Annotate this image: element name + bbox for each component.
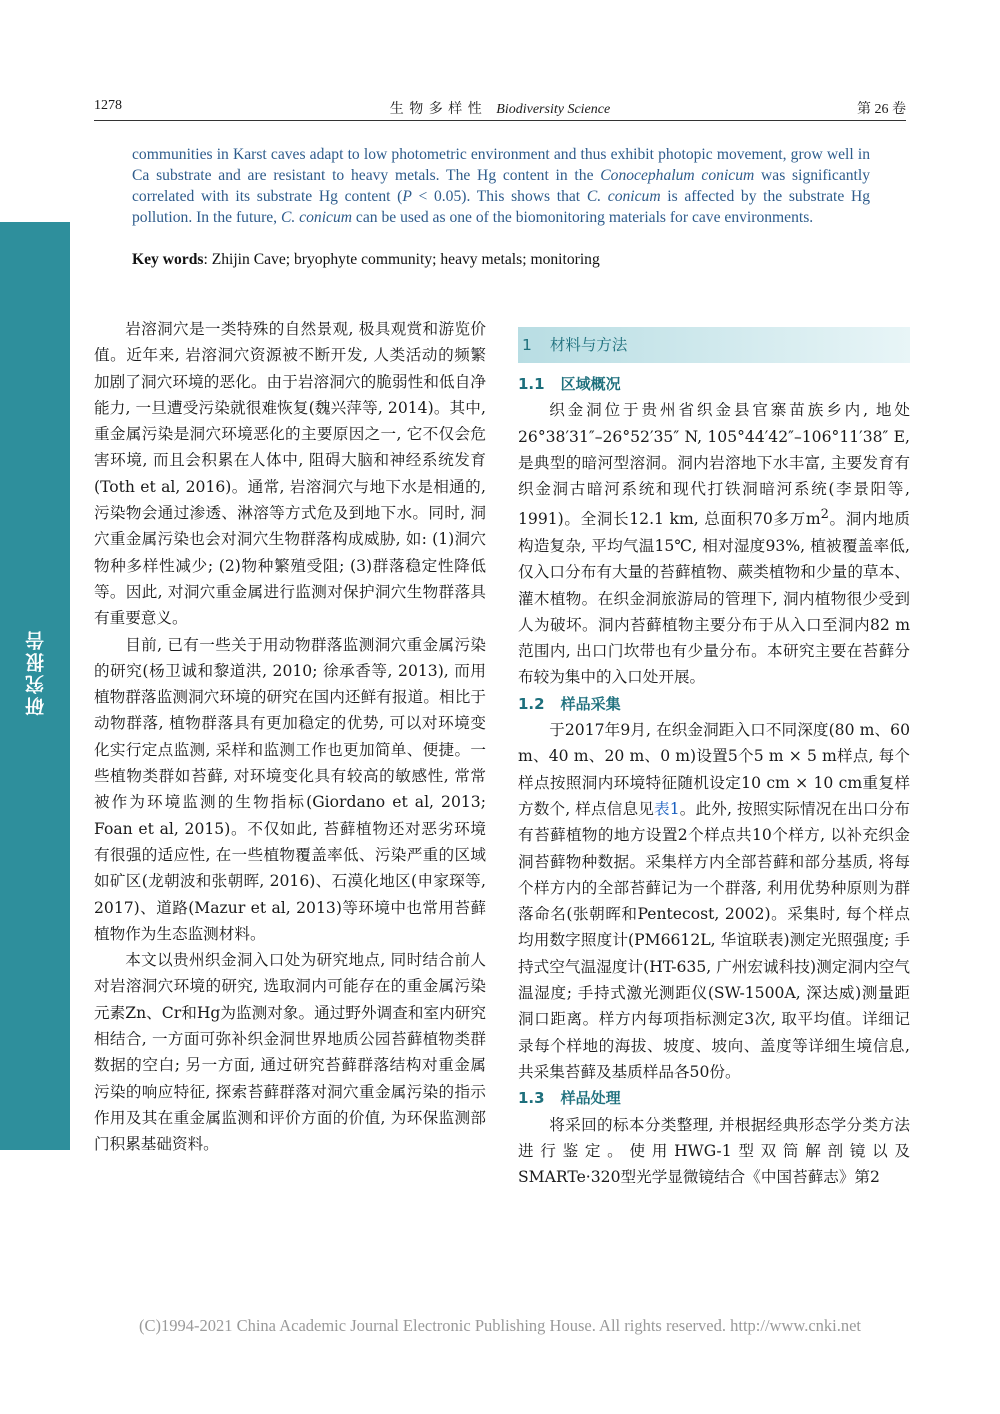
journal-title-cn: 生 物 多 样 性 [389,102,483,117]
subsection-title: 区域概况 [560,375,621,393]
paragraph-text: 。洞内地质构造复杂, 平均气温15℃, 相对湿度93%, 植被覆盖率低, 仅入口分布有大量的苔藓植物、蕨类植物和少量的草本、灌木植物。在织金洞旅游局的管理下, 洞内植物很少受到人为破坏。洞内苔藓植物主要分布于从入口至洞内82 m范围内, 出口门坎带也有少量分布。本研究主要在苔藓分布较为集中的入口处开展。 [518,510,910,687]
abstract-seg-7: C. conicum [280,209,353,226]
abstract-seg-6: is affected by the substrate Hg pollution. In the future, [132,188,871,226]
journal-title-en: Biodiversity Science [496,102,611,117]
running-header [94,96,906,121]
abstract-seg-8: can be used as one of the biomonitoring materials for cave environments. [352,209,814,226]
subsection-title: 样品采集 [560,694,621,713]
abstract-text [132,144,870,228]
paragraph-text: 织金洞位于贵州省织金县官寨苗族乡内, 地处26°38′31″–26°52′35″ N, 105°44′42″–106°11′38″ E, 是典型的暗河型溶洞。洞内岩溶地下水丰富, 主要发育有织金洞古暗河系统和现代打铁洞暗河系统(李景阳等, 1991)。全洞长12.1 km, 总面积70多万m [518,401,910,529]
paragraph-text: 于2017年9月, 在织金洞距入口不同深度(80 m、60 m、40 m、20 m、0 m)设置5个5 m × 5 m样点, 每个样点按照洞内环境特征随机设定10 cm × 10 cm重复样方数个, 样点信息见 [518,721,910,818]
subsection-heading-1-2 [518,691,910,717]
keywords-text: : Zhijin Cave; bryophyte community; heavy metals; monitoring [203,251,600,268]
abstract-seg-3: P [402,188,412,205]
right-column [518,316,910,1190]
body-paragraph [518,397,910,690]
abstract-seg-4: < 0.05). This shows that [411,188,587,205]
keywords [132,249,870,270]
body-paragraph [518,717,910,1085]
abstract-seg-1: Conocephalum conicum [600,167,755,184]
body-paragraph: 将采回的标本分类整理, 并根据经典形态学分类方法进行鉴定。使用HWG-1型双筒解剖镜以及SMARTe·320型光学显微镜结合《中国苔藓志》第2 [518,1115,910,1187]
body-paragraph: 本文以贵州织金洞入口处为研究地点, 同时结合前人对岩溶洞穴环境的研究, 选取洞内可能存在的重金属污染元素Zn、Cr和Hg为监测对象。通过野外调查和室内研究相结合, 一方面可弥补织金洞世界地质公园苔藓植物类群数据的空白; 另一方面, 通过研究苔藓群落结构对重金属污染的响应特征, 探索苔藓群落对洞穴重金属污染的指示作用及其在重金属监测和评价方面的价值, 为环保监测部门积累基础资料。 [94,951,486,1154]
abstract-seg-2: was significantly correlated with its substrate Hg content ( [132,167,870,205]
table-1-link[interactable]: 表1 [653,799,680,818]
abstract-seg-5: C. conicum [586,188,661,205]
section-heading [518,327,910,363]
paragraph-text: 。此外, 按照实际情况在出口分布有苔藓植物的地方设置2个样点共10个样方, 以补充织金洞苔藓物种数据。采集样方内全部苔藓和部分基质, 将每个样方内的全部苔藓记为一个群落, 利用优势种原则为群落命名(张朝晖和Pentecost, 2002)。采集时, 每个样点均用数字照度计(PM6612L, 华谊联表)测定光照强度; 手持式空气温湿度计(HT-635, 广州宏诚科技)测定洞内空气温湿度; 手持式激光测距仪(SW-1500A, 深达威)测量距洞口距离。样方内每项指标测定3次, 取平均值。详细记录每个样地的海拔、坡度、坡向、盖度等详细生境信息, 共采集苔藓及基质样品各50份。 [518,799,910,1081]
section-number: 1 [522,336,532,354]
abstract-seg-0: communities in Karst caves adapt to low photometric environment and thus exhibit photopic movement, grow well in Ca substrate and are resistant to heavy metals. The Hg content in the [132,146,870,184]
volume-label: 第 26 卷 [857,102,906,117]
subsection-heading-1-3 [518,1085,910,1111]
subsection-number: 1.3 [518,1089,545,1108]
page-number: 1278 [94,98,122,113]
copyright-footer: (C)1994-2021 China Academic Journal Electronic Publishing House. All rights reserved. http://www.cnki.net [138,1316,862,1335]
section-title: 材料与方法 [549,336,628,354]
subsection-heading-1-1 [518,371,910,397]
journal-title [94,98,906,118]
keywords-label: Key words [132,251,204,268]
subsection-number: 1.1 [518,375,545,393]
left-column [94,316,486,1158]
subsection-number: 1.2 [518,694,545,713]
body-paragraph: 岩溶洞穴是一类特殊的自然景观, 极具观赏和游览价值。近年来, 岩溶洞穴资源被不断开发, 人类活动的频繁加剧了洞穴环境的恶化。由于岩溶洞穴的脆弱性和低自净能力, 一旦遭受污染就很难恢复(魏兴萍等, 2014)。其中, 重金属污染是洞穴环境恶化的主要原因之一, 它不仅会危害环境, 而且会积累在人体中, 阻碍大脑和神经系统发育(Toth et al, 2016)。通常, 岩溶洞穴与地下水是相通的, 污染物会通过渗透、淋溶等方式危及到地下水。同时, 洞穴重金属污染也会对洞穴生物群落构成威胁, 如: (1)洞穴物种多样性减少; (2)物种繁殖受阻; (3)群落稳定性降低等。因此, 对洞穴重金属进行监测对保护洞穴生物群落具有重要意义。 [94,320,486,628]
superscript: 2 [820,507,829,523]
section-type-label: 研究报告 [25,628,47,716]
subsection-title: 样品处理 [560,1089,621,1108]
body-paragraph: 目前, 已有一些关于用动物群落监测洞穴重金属污染的研究(杨卫诚和黎道洪, 2010; 徐承香等, 2013), 而用植物群落监测洞穴环境的研究在国内还鲜有报道。相比于动物群落, 植物群落具有更加稳定的优势, 可以对环境变化实行定点监测, 采样和监测工作也更加简单、便捷。一些植物类群如苔藓, 对环境变化具有较高的敏感性, 常常被作为环境监测的生物指标(Giordano et al, 2013; Foan et al, 2015)。不仅如此, 苔藓植物还对恶劣环境有很强的适应性, 在一些植物覆盖率低、污染严重的区域如矿区(龙朝波和张朝晖, 2016)、石漠化地区(申家琛等, 2017)、道路(Mazur et al, 2013)等环境中也常用苔藓植物作为生态监测材料。 [94,635,486,943]
